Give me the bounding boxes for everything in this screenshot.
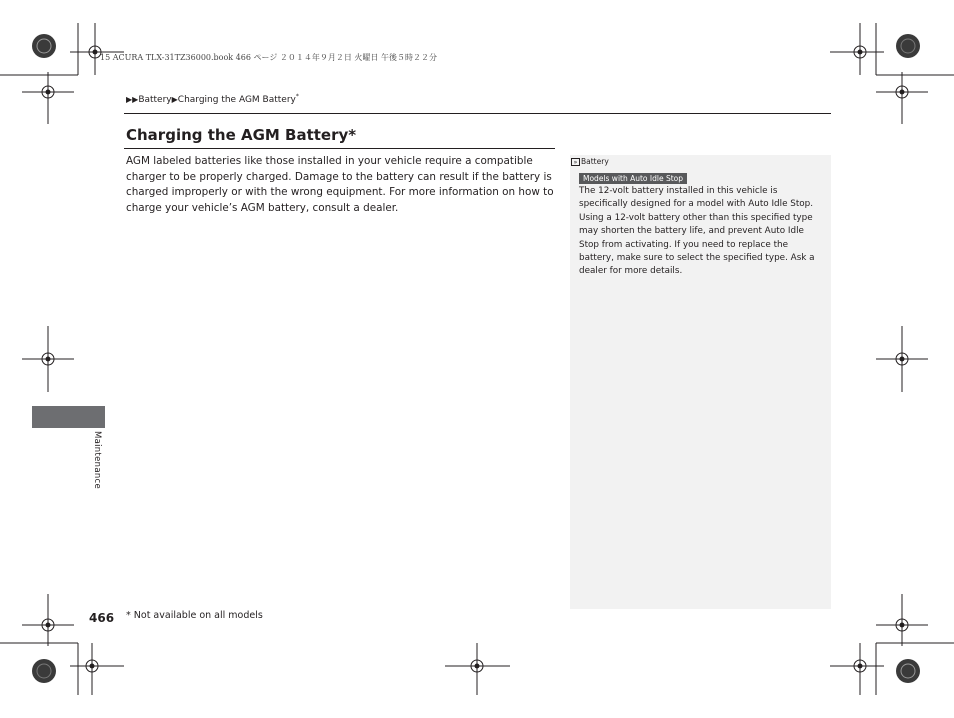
sidebar-reference-label: Battery bbox=[581, 157, 609, 166]
chapter-tab[interactable] bbox=[32, 406, 105, 428]
footnote: * Not available on all models bbox=[126, 610, 263, 621]
model-badge: Models with Auto Idle Stop bbox=[579, 173, 687, 184]
section-body: AGM labeled batteries like those installed in your vehicle require a compatible charger to be properly charged. Damage to the battery can result if the battery is charged improperly or with the wrong equipment. For more information on how to charge your vehicle’s AGM battery, consult a dealer. bbox=[126, 155, 554, 214]
reference-icon: » bbox=[571, 158, 580, 166]
chapter-label: Maintenance bbox=[92, 431, 102, 490]
page-number: 466 bbox=[89, 611, 115, 625]
section-title bbox=[126, 126, 356, 144]
breadcrumb-asterisk: * bbox=[295, 93, 299, 100]
sidebar-text: The 12-volt battery installed in this vehicle is specifically designed for a model with Auto Idle Stop. Using a 12-volt battery other than this specified type may shorten the battery life, and prevent Auto Idle Stop from activating. If you need to replace the battery, make sure to select the specified type. Ask a dealer for more details. bbox=[579, 186, 815, 277]
section-title-text: Charging the AGM Battery bbox=[126, 126, 349, 144]
breadcrumb-current: Charging the AGM Battery bbox=[177, 95, 296, 105]
breadcrumb-parent[interactable]: Battery bbox=[138, 95, 172, 105]
print-header: 15 ACURA TLX-31TZ36000.book 466 ページ ２０１４年９月２日 火曜日 午後５時２２分 bbox=[100, 53, 437, 62]
section-title-asterisk: * bbox=[348, 126, 357, 144]
breadcrumb-arrow-icon: ▶▶ bbox=[126, 95, 139, 104]
header-divider bbox=[124, 113, 831, 114]
sidebar-reference[interactable] bbox=[571, 157, 609, 166]
title-divider bbox=[124, 148, 555, 149]
breadcrumb-separator-icon: ▶ bbox=[171, 95, 178, 104]
breadcrumb bbox=[126, 93, 299, 105]
